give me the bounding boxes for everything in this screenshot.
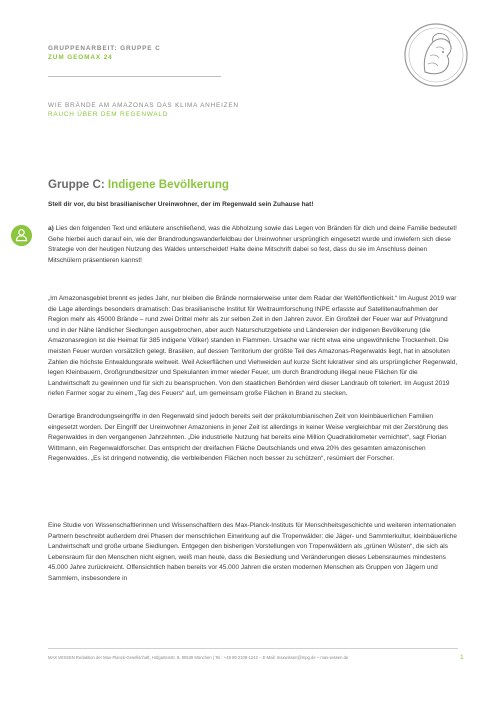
subheader-topic: WIE BRÄNDE AM AMAZONAS DAS KLIMA ANHEIZEN (48, 102, 239, 109)
footer-divider (48, 648, 458, 649)
person-icon (11, 225, 32, 246)
footer-contact: MAX WISSEN Redaktion der Max-Planck-Gesellschaft, Hofgartenstr. 8, 80539 München | Tel.: +49 89 2108-1242 – E-Mail: maxwissen@mpg.de – max-wissen.de (48, 655, 349, 660)
subheader (48, 101, 239, 119)
task-text: Lies den folgenden Text und erläutere anschließend, was die Abholzung sowie das Legen von Bränden für dich und deine Familie bedeutet! Gehe hierbei auch darauf ein, wie der Brandrodungswanderfeldbau der Ureinwohner ursprünglich eingesetzt wurde und inwiefern sich diese Strategie von der heutigen Nutzung des Waldes unterscheidet! Halte deine Mitschrift dabei so fest, dass du sie im Anschluss deinen Mitschülern präsentieren kannst! (48, 225, 457, 264)
kicker-issue: ZUM GEOMAX 24 (48, 54, 113, 61)
title-accent: Indigene Bevölkerung (107, 178, 230, 191)
paragraph-1 (48, 294, 458, 400)
header-divider (48, 76, 221, 77)
subheader-subtitle: RAUCH ÜBER DEM REGENWALD (48, 111, 169, 118)
task-a (48, 224, 458, 266)
paragraph-3 (48, 521, 458, 585)
minerva-logo-icon (403, 22, 469, 88)
task-label: a) (48, 225, 54, 232)
paragraph-1-text: „Im Amazonasgebiet brennt es jedes Jahr, nur bleiben die Brände normalerweise unter dem Radar der Weltöffentlichkeit.“ Im August 2019 war die Lage allerdings besonders dramatisch: Das brasilianische Institut für Weltraumforschung INPE erfasste auf Satellitenaufnahmen der Region mehr als 45000 Brände – rund zwei Drittel mehr als zur selben Zeit in den Jahren zuvor. Ein Großteil der Feuer war auf Privatgrund und in der Nähe ländlicher Siedlungen ausgebrochen, aber auch Naturschutzgebiete und Ländereien der indigenen Bevölkerung (die Amazonasregion ist die Heimat für 385 indigene Völker) standen in Flammen. Ursache war nicht etwa eine ungewöhnliche Trockenheit. Die meisten Feuer wurden vorsätzlich gelegt. Brasilien, auf dessen Territorium der größte Teil des Amazonas-Regenwalds liegt, hat in absoluten Zahlen die höchste Entwaldungsrate weltweit. Weil Ackerflächen und Viehweiden auf kurze Sicht lukrativer sind als ursprünglicher Regenwald, legen Kleinbauern, Großgrundbesitzer und Spekulanten immer wieder Feuer, um durch Brandrodung illegal neue Flächen für die Landwirtschaft zu gewinnen und für sich zu beanspruchen. Von den staatlichen Behörden wird dieser Landraub oft toleriert. Im August 2019 riefen Farmer sogar zu einem „Tag des Feuers“ auf, um gemeinsam große Flächen in Brand zu stecken. (48, 295, 458, 398)
paragraph-2 (48, 412, 458, 465)
header (48, 44, 161, 62)
intro-text: Stell dir vor, du bist brasilianischer Ureinwohner, der im Regenwald sein Zuhause hat! (48, 201, 314, 208)
page-title (48, 178, 229, 191)
title-prefix: Gruppe C: (48, 178, 108, 191)
kicker-group: GRUPPENARBEIT: GRUPPE C (48, 45, 161, 52)
page-number: 1 (460, 654, 464, 661)
paragraph-3-text: Eine Studie von Wissenschaftlerinnen und Wissenschaftlern des Max-Planck-Instituts für Menschheitsgeschichte und weiteren internationalen Partnern beschreibt außerdem drei Phasen der menschlichen Einwirkung auf die Tropenwälder: die Jäger- und Sammlerkultur, kleinbäuerliche Landwirtschaft und große urbane Siedlungen. Entgegen den bisherigen Vorstellungen von Tropenwäldern als „grünen Wüsten“, die sich als Lebensraum für den Menschen nicht eignen, weiß man heute, dass die Besiedlung und Veränderungen dieses Lebensraumes mindestens 45.000 Jahre zurückreicht. Offensichtlich haben bereits vor 45.000 Jahren die ersten modernen Menschen als Gruppen von Jägern und Sammlern, insbesondere in (48, 522, 457, 582)
paragraph-2-text: Derartige Brandrodungseingriffe in den Regenwald sind jedoch bereits seit der präkolumbianischen Zeit von kleinbäuerlichen Familien eingesetzt worden. Der Eingriff der Ureinwohner Amazoniens in jener Zeit ist allerdings in keiner Weise vergleichbar mit der Zerstörung des Regenwaldes in den vergangenen Jahrzehnten. „Die industrielle Nutzung hat bereits eine Million Quadratkilometer vernichtet“, sagt Florian Wittmann, ein Regenwaldforscher. Das entspricht der dreifachen Fläche Deutschlands und etwa 20% des gesamten amazonischen Regenwaldes. „Es ist dringend notwendig, die verbleibenden Flächen noch besser zu schützen“, resümiert der Forscher. (48, 413, 449, 463)
